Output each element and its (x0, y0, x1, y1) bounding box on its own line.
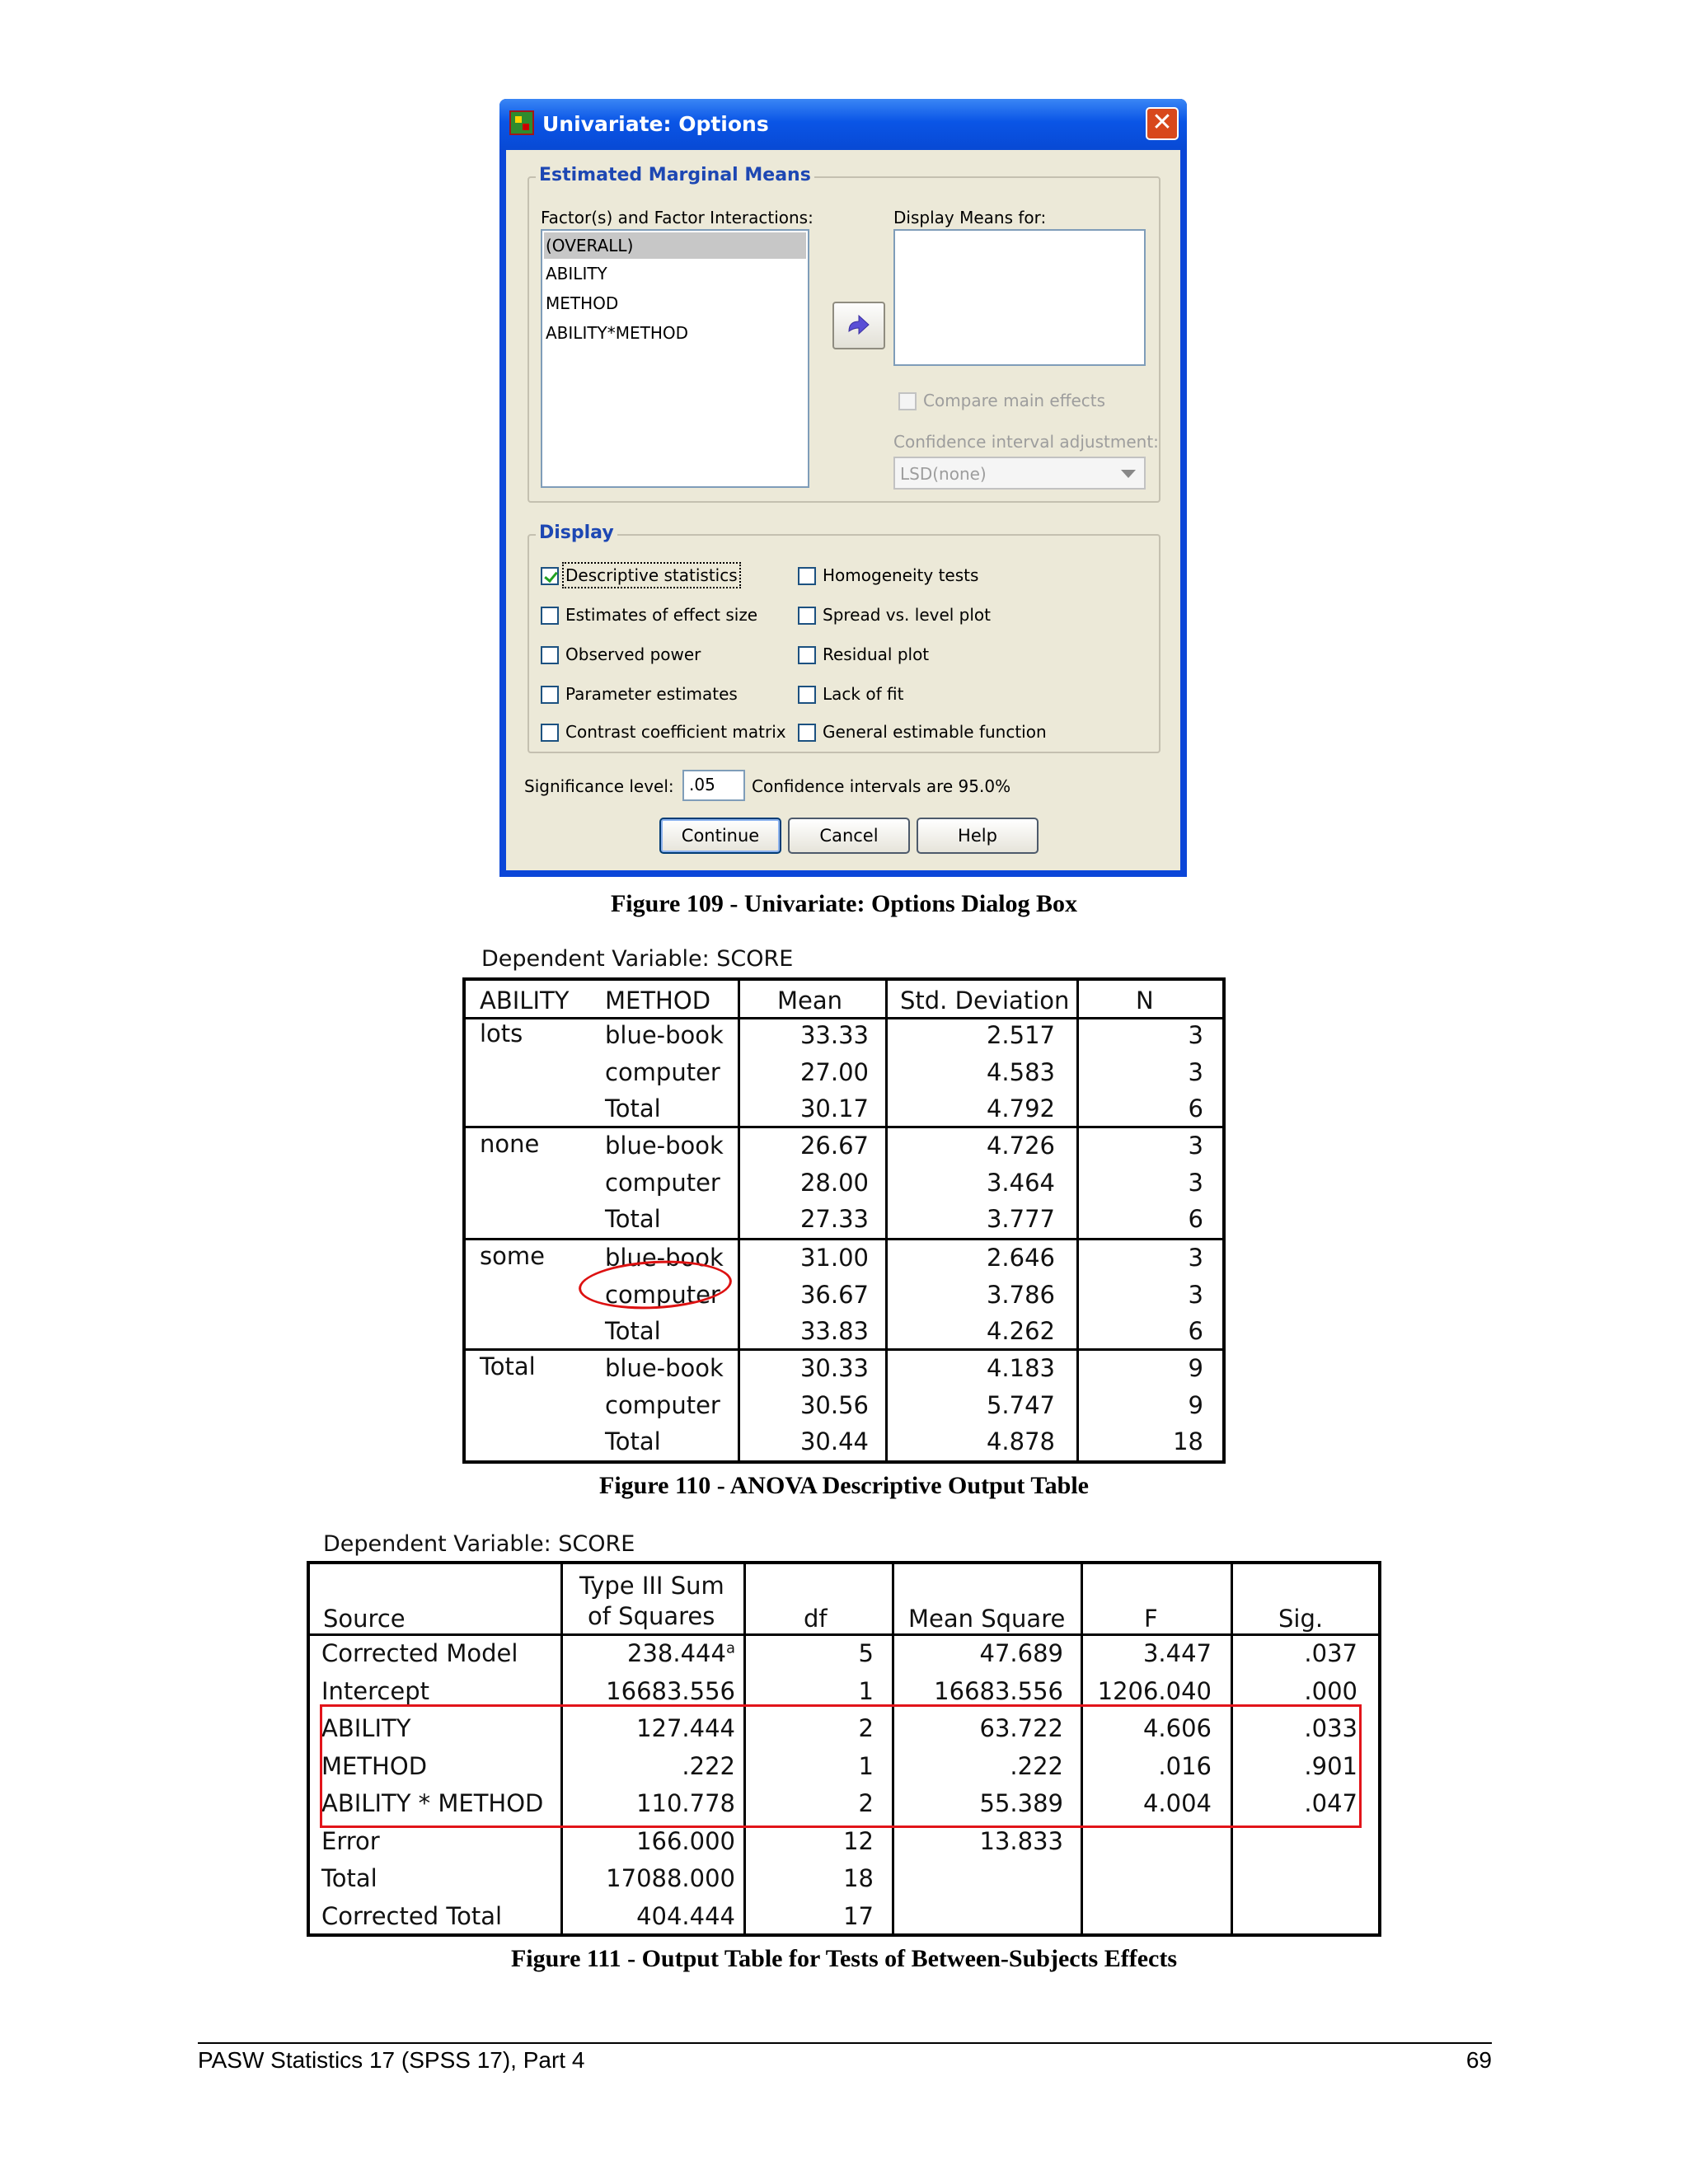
sum-of-squares-value: 404.444 (636, 1902, 735, 1930)
sig-cell: .000 (1304, 1677, 1357, 1705)
sum-of-squares-value: 238.444 (627, 1639, 726, 1667)
sum-of-squares-value: 16683.556 (606, 1677, 735, 1705)
help-button[interactable]: Help (917, 818, 1039, 854)
f-cell: .016 (1158, 1752, 1212, 1780)
display-legend: Display (536, 523, 617, 543)
spread-level-plot-checkbox[interactable] (798, 607, 816, 625)
source-cell: Total (321, 1864, 377, 1892)
ability-cell: none (480, 1130, 540, 1158)
std-deviation-cell: 2.646 (986, 1244, 1055, 1272)
ci-adjustment-label: Confidence interval adjustment: (893, 432, 1159, 452)
header-f: F (1144, 1605, 1158, 1633)
descriptives-col-rule (885, 977, 888, 1464)
header-source: Source (323, 1605, 406, 1633)
display-means-listbox[interactable] (893, 229, 1146, 366)
n-cell: 6 (1188, 1317, 1203, 1345)
dialog-title-bar[interactable] (499, 99, 1187, 150)
df-cell: 2 (858, 1789, 874, 1817)
highlight-box (320, 1704, 1362, 1828)
lack-of-fit-checkbox[interactable] (798, 686, 816, 704)
sum-of-squares-cell (569, 1860, 735, 1896)
mean-cell: 26.67 (799, 1132, 869, 1160)
univariate-options-dialog (499, 99, 1187, 877)
compare-main-effects-label: Compare main effects (923, 391, 1106, 410)
source-cell: METHOD (321, 1752, 428, 1780)
compare-main-effects-checkbox[interactable] (898, 392, 917, 410)
method-cell: Total (605, 1205, 661, 1233)
descriptive-statistics-label[interactable]: Descriptive statistics (565, 565, 738, 585)
f-cell (1088, 1823, 1212, 1859)
sig-cell: .033 (1304, 1714, 1357, 1742)
factor-item-method[interactable]: METHOD (546, 293, 619, 313)
std-deviation-cell: 2.517 (986, 1021, 1055, 1049)
mean-square-cell: 63.722 (979, 1714, 1063, 1742)
mean-square-cell: 16683.556 (934, 1677, 1063, 1705)
std-deviation-cell: 4.726 (986, 1132, 1055, 1160)
df-cell: 1 (858, 1752, 874, 1780)
lack-of-fit-label[interactable]: Lack of fit (823, 684, 904, 704)
arrow-right-icon (834, 303, 884, 348)
factors-label: Factor(s) and Factor Interactions: (541, 208, 814, 227)
move-right-button[interactable] (832, 302, 885, 349)
sum-of-squares-cell (569, 1635, 735, 1671)
n-cell: 3 (1188, 1281, 1203, 1309)
sum-of-squares-value: 127.444 (636, 1714, 735, 1742)
std-deviation-cell: 4.878 (986, 1427, 1055, 1455)
std-deviation-cell: 4.792 (986, 1094, 1055, 1122)
descriptives-col-rule (738, 977, 740, 1464)
ci-adjustment-value: LSD(none) (900, 464, 987, 484)
close-button[interactable]: ✕ (1146, 107, 1179, 140)
display-group (528, 523, 1160, 753)
df-cell: 17 (843, 1902, 874, 1930)
factor-item-ability-method[interactable]: ABILITY*METHOD (546, 323, 689, 343)
df-cell: 18 (843, 1864, 874, 1892)
emm-group (528, 165, 1160, 503)
method-cell: blue-book (605, 1021, 724, 1049)
between-dependent-variable: Dependent Variable: SCORE (323, 1531, 635, 1557)
mean-square-cell: .222 (1010, 1752, 1063, 1780)
source-cell: ABILITY * METHOD (321, 1789, 544, 1817)
std-deviation-cell: 4.262 (986, 1317, 1055, 1345)
header-mean-square: Mean Square (908, 1605, 1066, 1633)
mean-square-cell: 47.689 (979, 1639, 1063, 1667)
ability-cell: lots (480, 1019, 523, 1047)
header-mean: Mean (777, 987, 843, 1015)
n-cell: 6 (1188, 1205, 1203, 1233)
footer-rule (198, 2042, 1492, 2044)
descriptive-statistics-checkbox[interactable] (541, 567, 559, 585)
std-deviation-cell: 4.583 (986, 1058, 1055, 1086)
mean-cell: 27.00 (799, 1058, 869, 1086)
method-cell: computer (605, 1391, 720, 1419)
contrast-matrix-label[interactable]: Contrast coefficient matrix (565, 722, 786, 742)
source-cell: ABILITY (321, 1714, 411, 1742)
parameter-estimates-checkbox[interactable] (541, 686, 559, 704)
std-deviation-cell: 3.786 (986, 1281, 1055, 1309)
spss-app-icon (509, 110, 534, 135)
mean-cell: 30.17 (799, 1094, 869, 1122)
dialog-body (506, 150, 1180, 870)
display-means-label: Display Means for: (893, 208, 1047, 227)
spread-level-plot-label[interactable]: Spread vs. level plot (823, 605, 992, 625)
figure-109-caption: Figure 109 - Univariate: Options Dialog Box (610, 890, 1078, 917)
df-cell: 2 (858, 1714, 874, 1742)
mean-square-cell (907, 1898, 1063, 1934)
residual-plot-label[interactable]: Residual plot (823, 644, 930, 664)
sig-cell (1240, 1860, 1357, 1896)
n-cell: 3 (1188, 1021, 1203, 1049)
continue-button[interactable]: Continue (659, 818, 781, 854)
std-deviation-cell: 5.747 (986, 1391, 1055, 1419)
ci-adjustment-select[interactable] (893, 457, 1146, 490)
mean-cell: 28.00 (799, 1169, 869, 1197)
n-cell: 9 (1188, 1354, 1203, 1382)
f-cell: 4.004 (1142, 1789, 1212, 1817)
homogeneity-tests-checkbox[interactable] (798, 567, 816, 585)
header-ss-line2: of Squares (588, 1602, 715, 1630)
significance-level-label: Significance level: (524, 776, 674, 796)
n-cell: 3 (1188, 1244, 1203, 1272)
method-cell: blue-book (605, 1354, 724, 1382)
source-cell: Corrected Model (321, 1639, 518, 1667)
mean-cell: 30.33 (799, 1354, 869, 1382)
n-cell: 3 (1188, 1132, 1203, 1160)
f-cell: 3.447 (1142, 1639, 1212, 1667)
df-cell: 1 (858, 1677, 874, 1705)
factors-listbox[interactable] (541, 229, 809, 488)
mean-cell: 27.33 (799, 1205, 869, 1233)
method-cell: blue-book (605, 1132, 724, 1160)
mean-cell: 33.83 (799, 1317, 869, 1345)
sum-of-squares-value: 166.000 (636, 1827, 735, 1855)
sum-of-squares-value: 110.778 (636, 1789, 735, 1817)
cancel-button[interactable]: Cancel (788, 818, 910, 854)
ci-text: Confidence intervals are 95.0% (752, 776, 1011, 796)
n-cell: 3 (1188, 1169, 1203, 1197)
significance-level-input[interactable]: .05 (682, 770, 745, 801)
method-cell: computer (605, 1058, 720, 1086)
df-cell: 5 (858, 1639, 874, 1667)
header-method: METHOD (605, 987, 711, 1015)
n-cell: 9 (1188, 1391, 1203, 1419)
contrast-matrix-checkbox[interactable] (541, 724, 559, 742)
method-cell: computer (605, 1169, 720, 1197)
mean-square-cell: 55.389 (979, 1789, 1063, 1817)
mean-cell: 31.00 (799, 1244, 869, 1272)
sig-cell: .901 (1304, 1752, 1357, 1780)
mean-square-cell: 13.833 (979, 1827, 1063, 1855)
observed-power-checkbox[interactable] (541, 646, 559, 664)
mean-cell: 30.44 (799, 1427, 869, 1455)
mean-square-cell (907, 1860, 1063, 1896)
effect-size-checkbox[interactable] (541, 607, 559, 625)
sig-cell (1240, 1823, 1357, 1859)
method-cell: blue-book (605, 1244, 724, 1272)
figure-110-caption: Figure 110 - ANOVA Descriptive Output Table (599, 1472, 1089, 1499)
method-cell: computer (605, 1281, 720, 1309)
source-cell: Error (321, 1827, 380, 1855)
effect-size-label[interactable]: Estimates of effect size (565, 605, 758, 625)
ability-cell: some (480, 1242, 545, 1270)
header-n: N (1136, 987, 1154, 1015)
descriptives-col-rule (1076, 977, 1079, 1464)
general-estimable-function-label[interactable]: General estimable function (823, 722, 1047, 742)
header-df: df (804, 1605, 828, 1633)
mean-cell: 36.67 (799, 1281, 869, 1309)
n-cell: 3 (1188, 1058, 1203, 1086)
source-cell: Corrected Total (321, 1902, 503, 1930)
footnote-marker: a (725, 1639, 735, 1657)
std-deviation-cell: 4.183 (986, 1354, 1055, 1382)
chevron-down-icon (1121, 470, 1136, 478)
parameter-estimates-label[interactable]: Parameter estimates (565, 684, 738, 704)
f-cell: 4.606 (1142, 1714, 1212, 1742)
source-cell: Intercept (321, 1677, 429, 1705)
page-number: 69 (1465, 2047, 1492, 2073)
general-estimable-function-checkbox[interactable] (798, 724, 816, 742)
factor-item-overall[interactable]: (OVERALL) (544, 232, 806, 259)
emm-legend: Estimated Marginal Means (536, 165, 814, 185)
factor-item-ability[interactable]: ABILITY (546, 264, 607, 284)
descriptives-dependent-variable: Dependent Variable: SCORE (481, 946, 794, 972)
mean-cell: 33.33 (799, 1021, 869, 1049)
df-cell: 12 (843, 1827, 874, 1855)
method-cell: Total (605, 1427, 661, 1455)
header-sig: Sig. (1278, 1605, 1324, 1633)
f-cell (1088, 1898, 1212, 1934)
std-deviation-cell: 3.464 (986, 1169, 1055, 1197)
sig-cell: .037 (1304, 1639, 1357, 1667)
sum-of-squares-cell (569, 1823, 735, 1859)
sum-of-squares-value: 17088.000 (606, 1864, 735, 1892)
sig-cell (1240, 1898, 1357, 1934)
residual-plot-checkbox[interactable] (798, 646, 816, 664)
mean-cell: 30.56 (799, 1391, 869, 1419)
footer-title: PASW Statistics 17 (SPSS 17), Part 4 (198, 2047, 585, 2073)
n-cell: 6 (1188, 1094, 1203, 1122)
dialog-title: Univariate: Options (542, 112, 769, 136)
header-ability: ABILITY (480, 987, 570, 1015)
std-deviation-cell: 3.777 (986, 1205, 1055, 1233)
sum-of-squares-cell (569, 1898, 735, 1934)
header-std-deviation: Std. Deviation (900, 987, 1070, 1015)
f-cell (1088, 1860, 1212, 1896)
n-cell: 18 (1173, 1427, 1203, 1455)
ability-cell: Total (480, 1352, 536, 1380)
header-ss-line1: Type III Sum (579, 1572, 724, 1600)
observed-power-label[interactable]: Observed power (565, 644, 701, 664)
figure-111-caption: Figure 111 - Output Table for Tests of Between-Subjects Effects (510, 1945, 1178, 1972)
method-cell: Total (605, 1094, 661, 1122)
homogeneity-tests-label[interactable]: Homogeneity tests (823, 565, 979, 585)
sum-of-squares-value: .222 (682, 1752, 735, 1780)
f-cell: 1206.040 (1097, 1677, 1212, 1705)
sig-cell: .047 (1304, 1789, 1357, 1817)
method-cell: Total (605, 1317, 661, 1345)
